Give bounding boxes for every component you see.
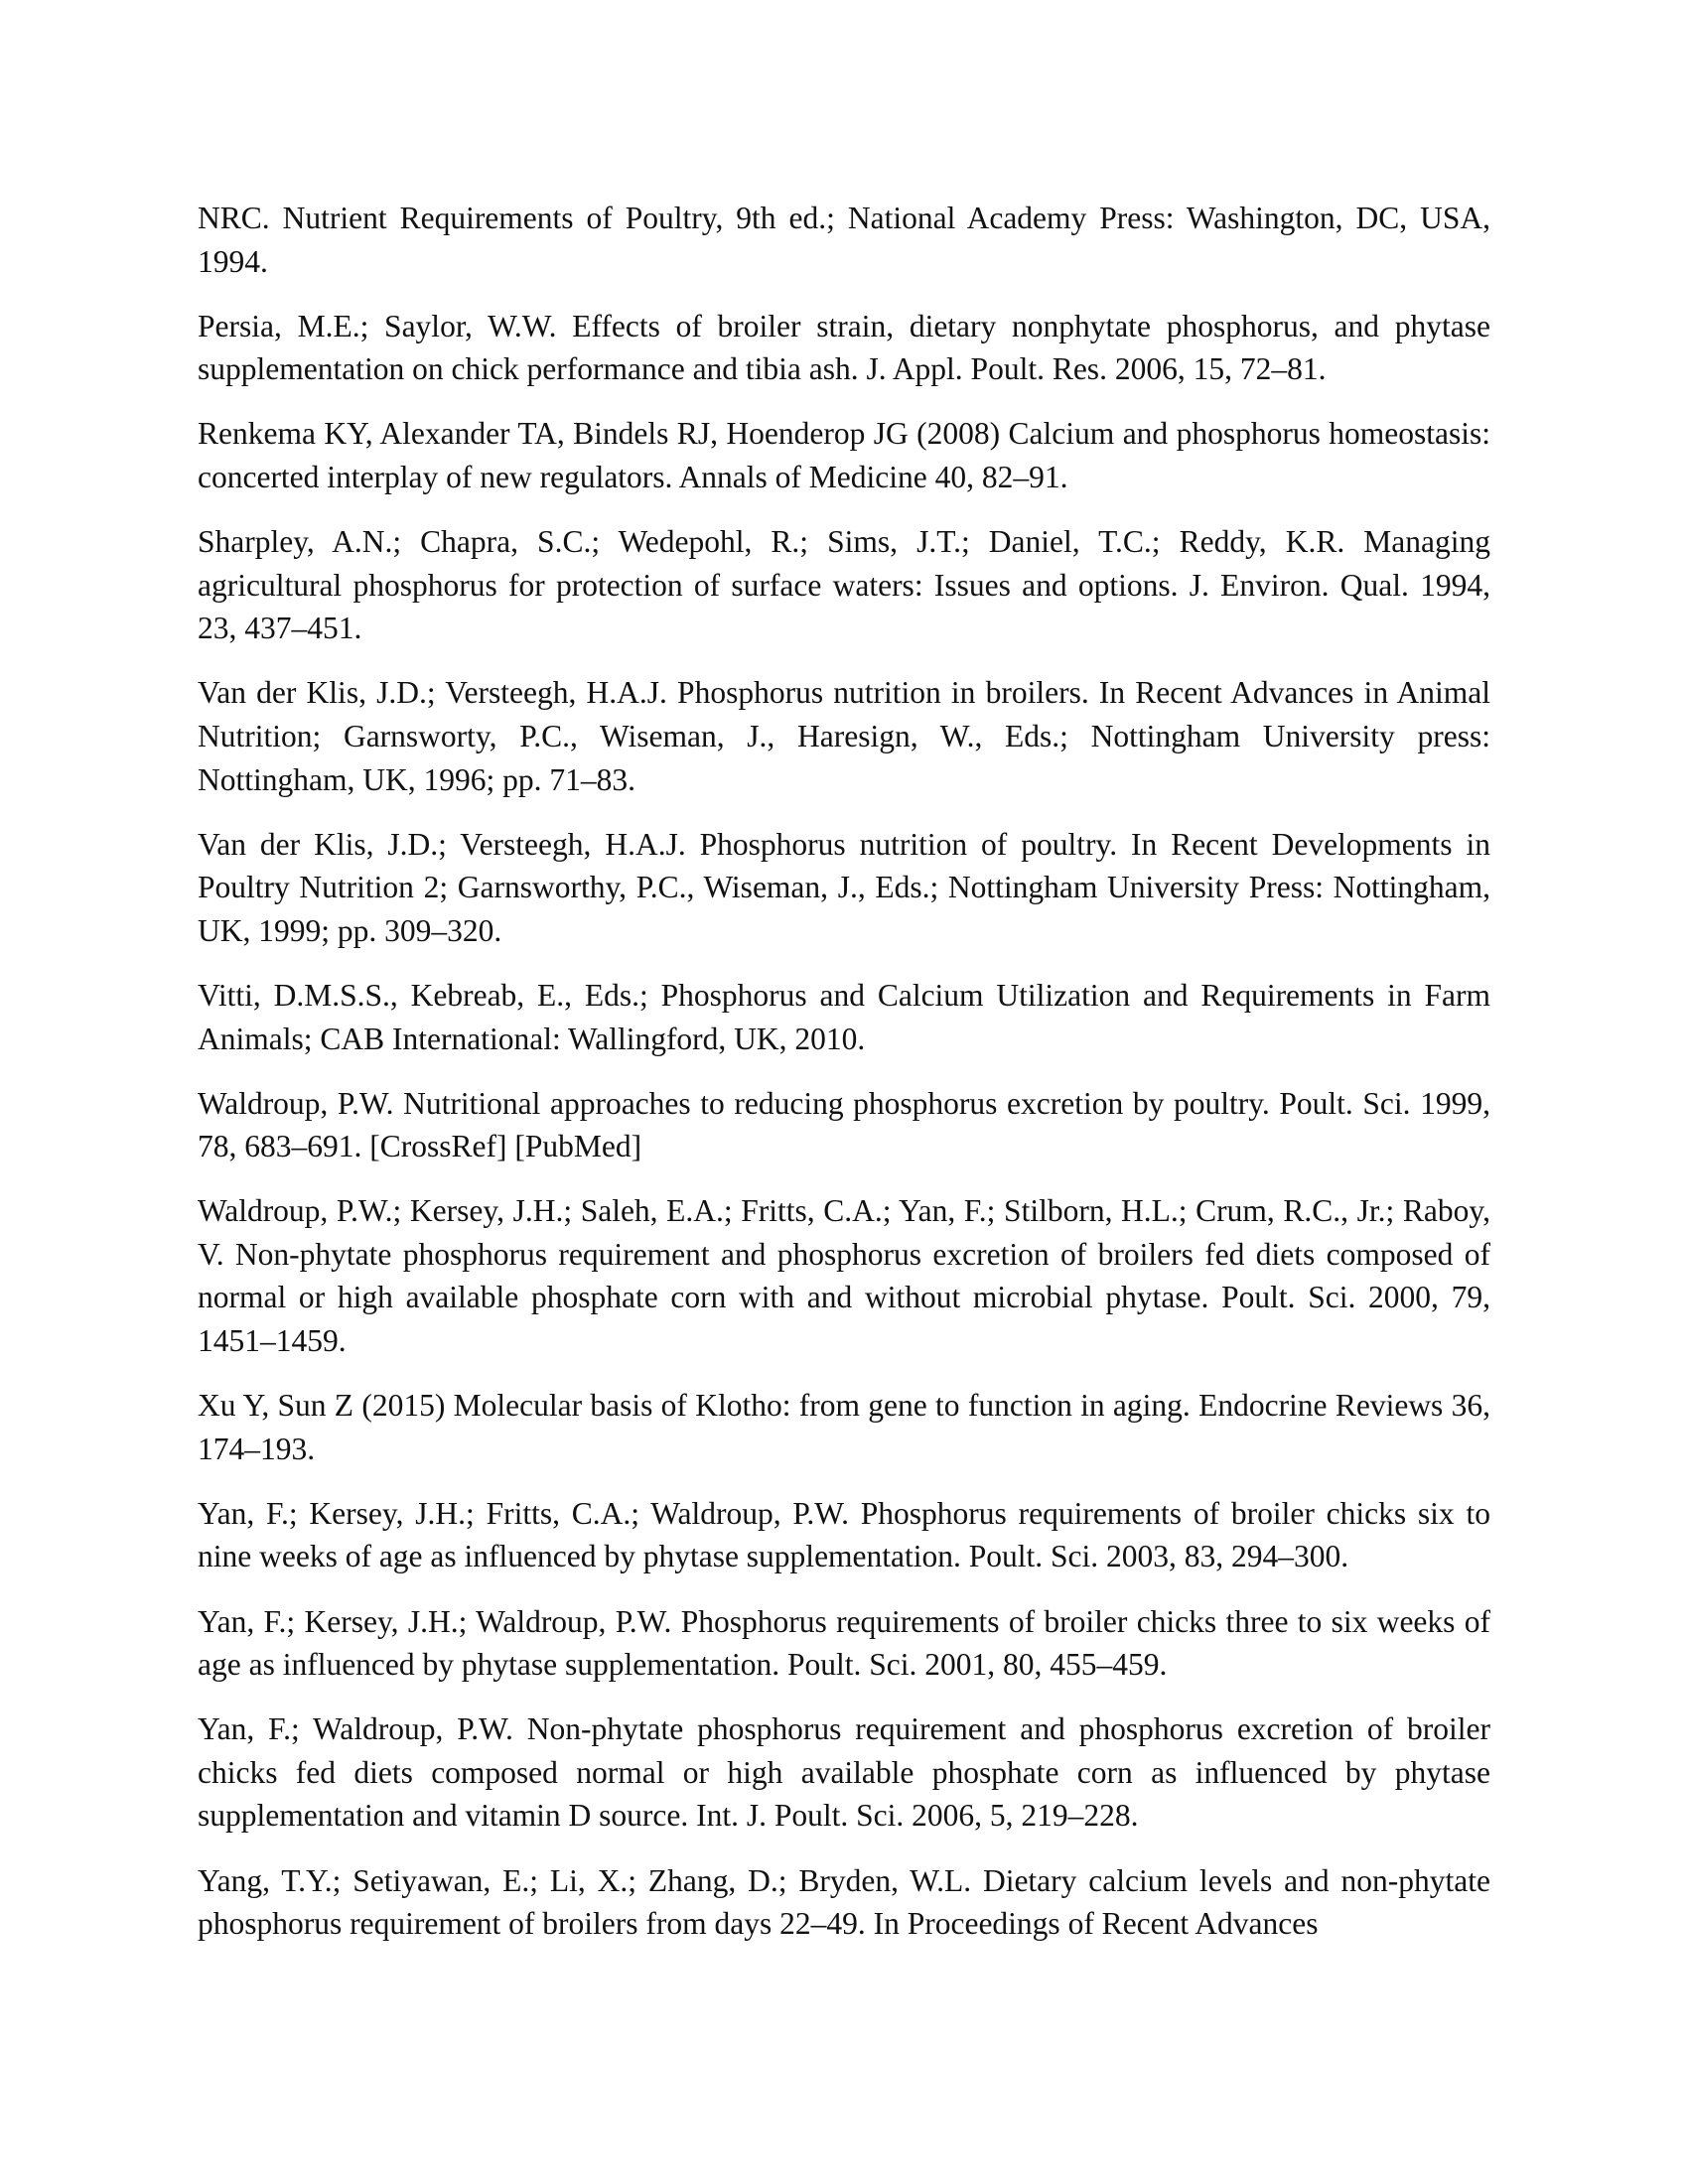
reference-van-der-klis-1999: Van der Klis, J.D.; Versteegh, H.A.J. Phosphorus nutrition of poultry. In Recent Developments in Poultry Nutrition 2; Garnsworthy, P.C., Wiseman, J., Eds.; Nottingham University Press: Nottingham, UK, 1999; pp. 309–320. bbox=[198, 826, 1490, 948]
reference-nrc-1994: NRC. Nutrient Requirements of Poultry, 9th ed.; National Academy Press: Washington, DC, USA, 1994. bbox=[198, 201, 1490, 279]
reference-yan-2001: Yan, F.; Kersey, J.H.; Waldroup, P.W. Phosphorus requirements of broiler chicks three to six weeks of age as influenced by phytase supplementation. Poult. Sci. 2001, 80, 455–459. bbox=[198, 1603, 1490, 1683]
reference-list bbox=[198, 197, 1490, 1946]
reference-sharpley-1994: Sharpley, A.N.; Chapra, S.C.; Wedepohl, R.; Sims, J.T.; Daniel, T.C.; Reddy, K.R. Managing agricultural phosphorus for protection of surface waters: Issues and options. J. Environ. Qual. 1994, 23, 437–451. bbox=[198, 524, 1490, 646]
reference-xu-2015: Xu Y, Sun Z (2015) Molecular basis of Klotho: from gene to function in aging. Endocrine Reviews 36, 174–193. bbox=[198, 1388, 1490, 1466]
reference-persia-2006: Persia, M.E.; Saylor, W.W. Effects of broiler strain, dietary nonphytate phosphorus, and phytase supplementation on chick performance and tibia ash. J. Appl. Poult. Res. 2006, 15, 72–81. bbox=[198, 308, 1490, 387]
reference-vitti-2010: Vitti, D.M.S.S., Kebreab, E., Eds.; Phosphorus and Calcium Utilization and Requirements in Farm Animals; CAB International: Wallingford, UK, 2010. bbox=[198, 977, 1490, 1056]
reference-renkema-2008: Renkema KY, Alexander TA, Bindels RJ, Hoenderop JG (2008) Calcium and phosphorus homeostasis: concerted interplay of new regulators. Annals of Medicine 40, 82–91. bbox=[198, 416, 1490, 494]
reference-yan-waldroup-2006: Yan, F.; Waldroup, P.W. Non-phytate phosphorus requirement and phosphorus excretion of broiler chicks fed diets composed normal or high available phosphate corn as influenced by phytase supplementation and vitamin D source. Int. J. Poult. Sci. 2006, 5, 219–228. bbox=[198, 1711, 1490, 1834]
reference-van-der-klis-1996: Van der Klis, J.D.; Versteegh, H.A.J. Phosphorus nutrition in broilers. In Recent Advances in Animal Nutrition; Garnsworty, P.C., Wiseman, J., Haresign, W., Eds.; Nottingham University press: Nottingham, UK, 1996; pp. 71–83. bbox=[198, 675, 1490, 797]
reference-waldroup-2000: Waldroup, P.W.; Kersey, J.H.; Saleh, E.A.; Fritts, C.A.; Yan, F.; Stilborn, H.L.; Crum, R.C., Jr.; Raboy, V. Non-phytate phosphorus requirement and phosphorus excretion of broilers fed diets composed of normal or high available phosphate corn with and without microbial phytase. Poult. Sci. 2000, 79, 1451–1459. bbox=[198, 1193, 1490, 1359]
reference-yan-2003: Yan, F.; Kersey, J.H.; Fritts, C.A.; Waldroup, P.W. Phosphorus requirements of broiler chicks six to nine weeks of age as influenced by phytase supplementation. Poult. Sci. 2003, 83, 294–300. bbox=[198, 1495, 1490, 1574]
reference-yang: Yang, T.Y.; Setiyawan, E.; Li, X.; Zhang, D.; Bryden, W.L. Dietary calcium levels and non-phytate phosphorus requirement of broilers from days 22–49. In Proceedings of Recent Advances bbox=[198, 1862, 1490, 1942]
reference-waldroup-1999: Waldroup, P.W. Nutritional approaches to reducing phosphorus excretion by poultry. Poult. Sci. 1999, 78, 683–691. [CrossRef] [PubMed] bbox=[198, 1085, 1490, 1164]
